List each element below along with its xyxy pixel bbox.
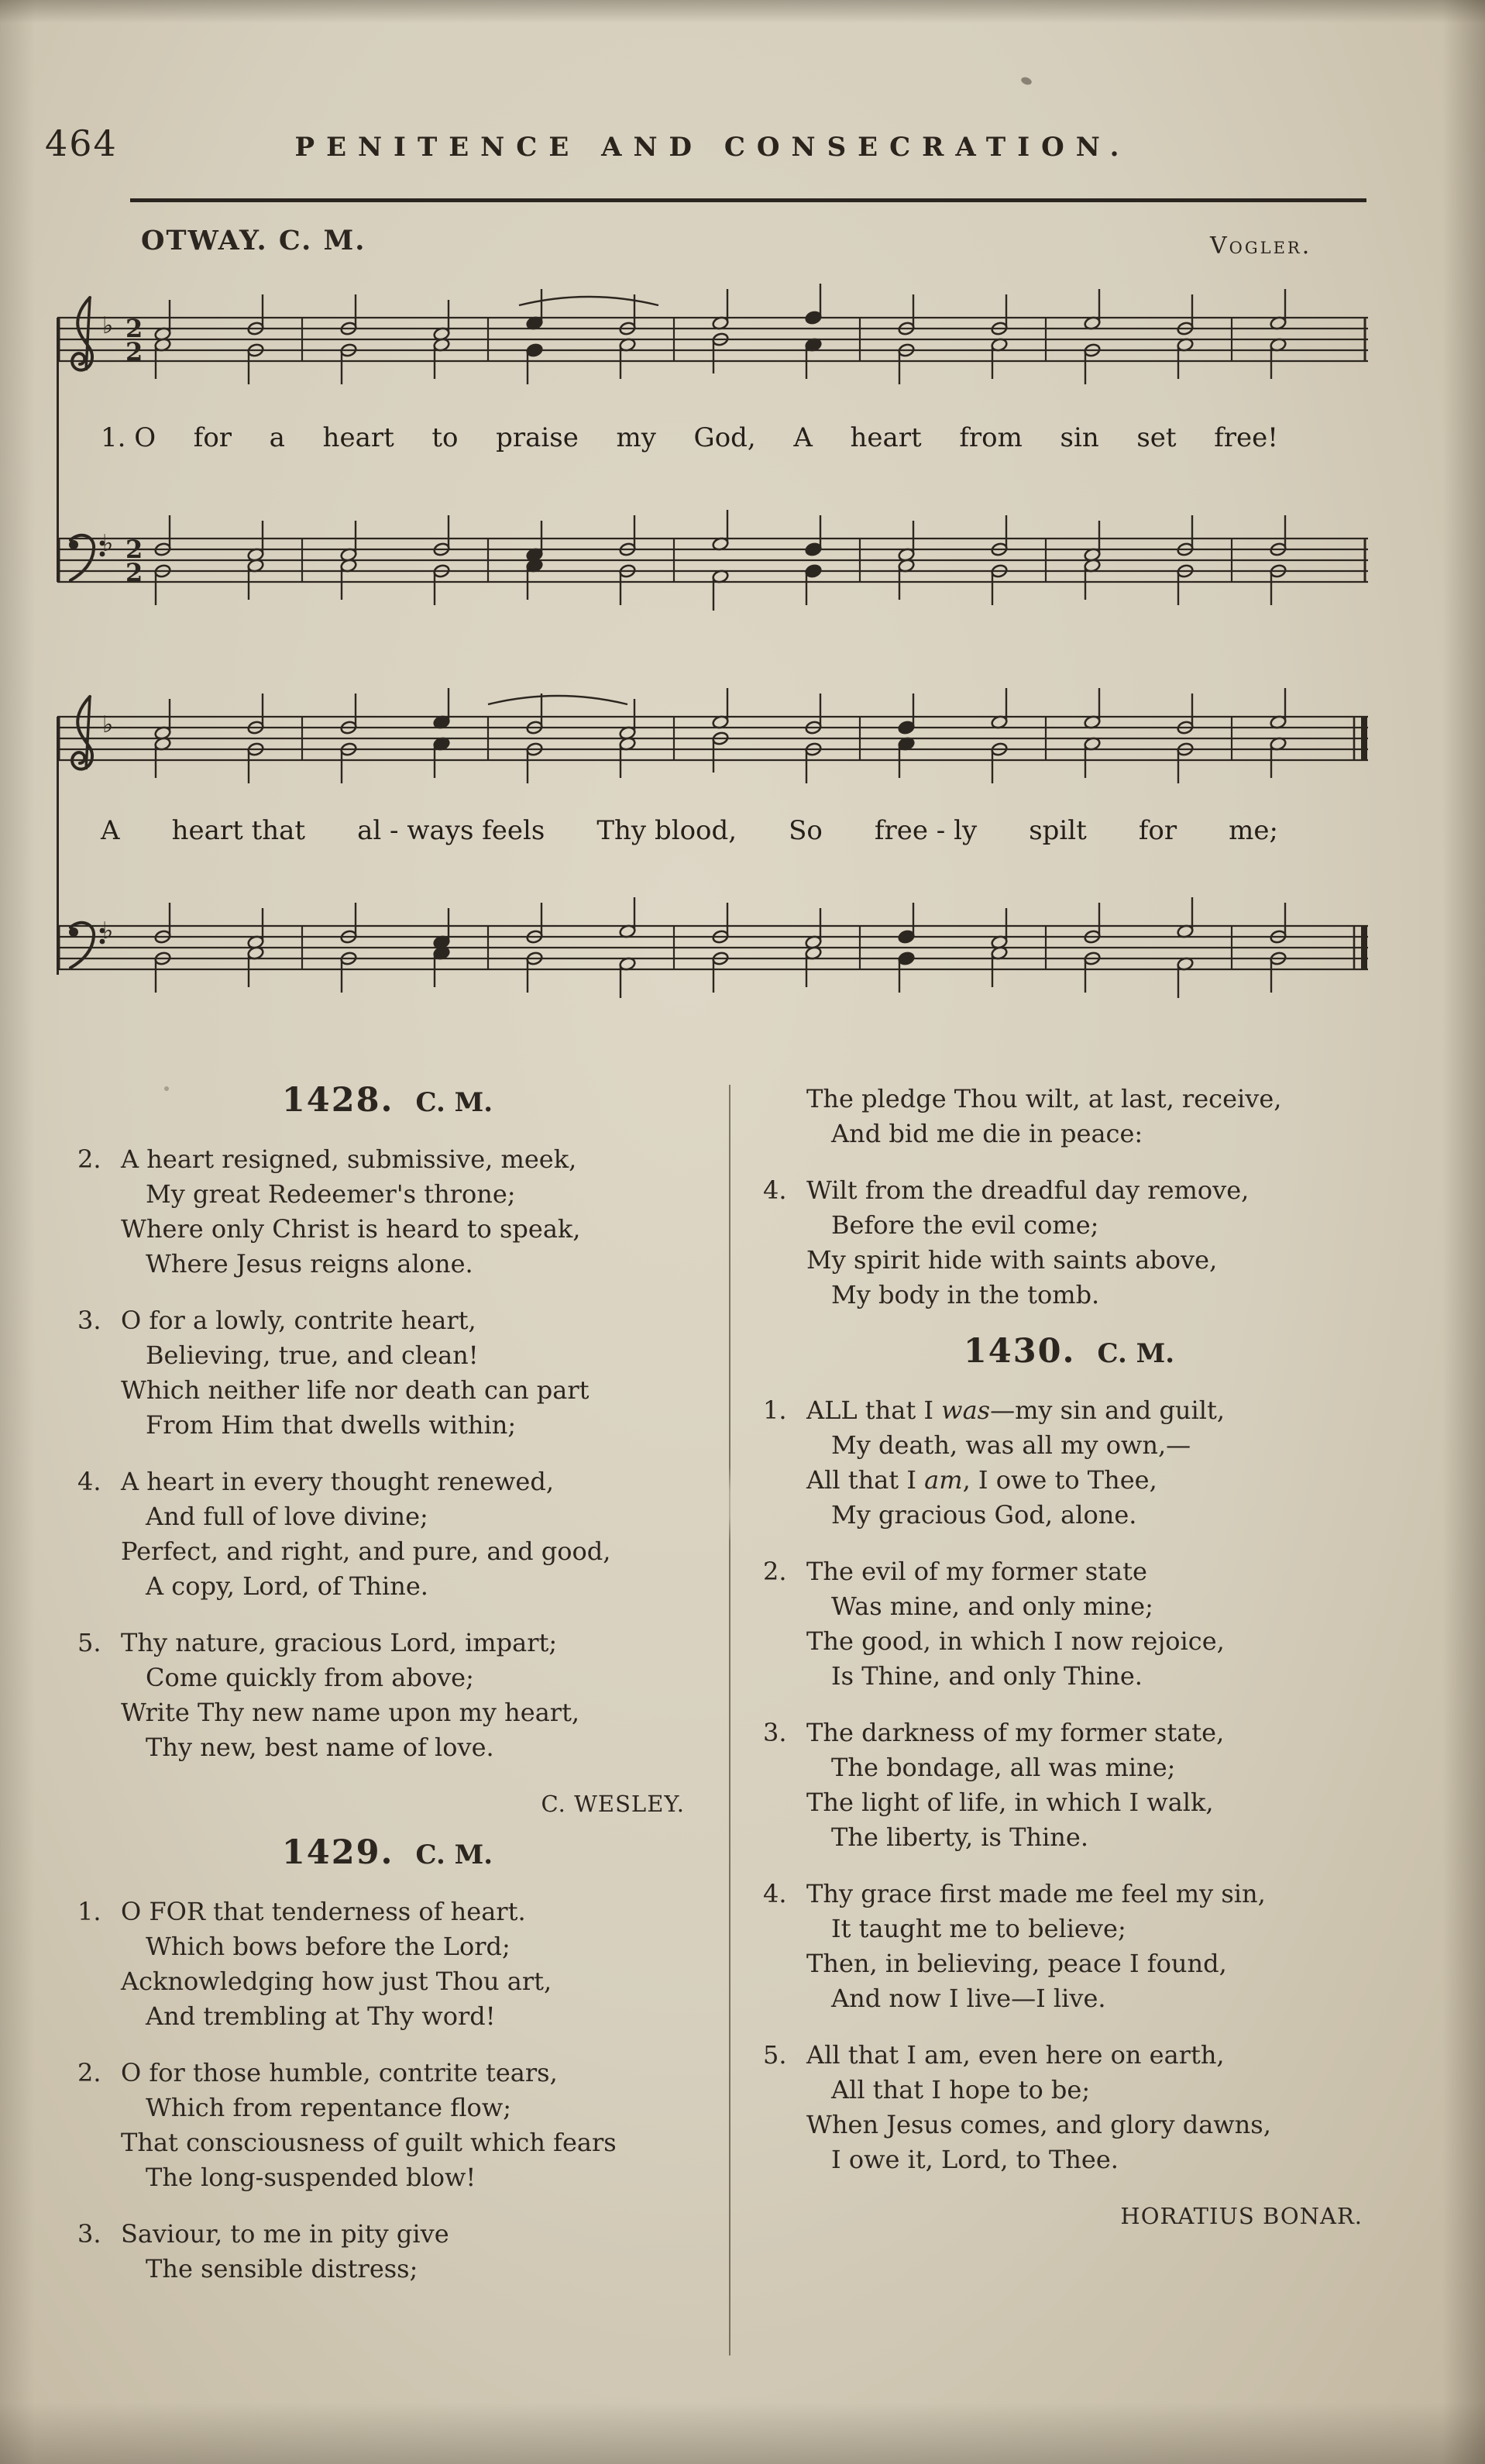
lyric-word: free - ly [874, 815, 978, 846]
verse-line: O FOR that tenderness of heart. [121, 1897, 526, 1926]
verse-lines [806, 1716, 1375, 1855]
hymn-verse [77, 1142, 697, 1282]
verse-number [763, 1082, 806, 1151]
verse-line: From Him that dwells within; [146, 1410, 517, 1440]
verse-line: The long-suspended blow! [146, 2163, 476, 2192]
verse-line: Before the evil come; [831, 1210, 1099, 1240]
hymn-verse [77, 2056, 697, 2195]
lyrics-line-1 [101, 422, 1278, 453]
hymn-number: 1430. [963, 1332, 1076, 1371]
svg-text:♭: ♭ [102, 711, 114, 738]
verse-line: A heart in every thought renewed, [121, 1467, 554, 1496]
verse-line: All that I hope to be; [831, 2075, 1091, 2104]
verse-line: O for those humble, contrite tears, [121, 2058, 558, 2087]
verse-number: 3. [763, 1718, 787, 1747]
verse-line: Where Jesus reigns alone. [146, 1249, 473, 1278]
verse-number: 2. [77, 1144, 101, 1174]
verse-line: O for a lowly, contrite heart, [121, 1306, 476, 1335]
hymn-meter: C. M. [1097, 1338, 1175, 1369]
verse-lines [121, 1626, 697, 1765]
verse-number: 3. [77, 2219, 101, 2249]
svg-text:2: 2 [125, 314, 143, 343]
hymn-verse [77, 1894, 697, 2034]
svg-text:♭: ♭ [102, 312, 114, 339]
header-rule [130, 198, 1366, 202]
svg-text:2: 2 [125, 558, 143, 587]
lyric-word: from [959, 422, 1023, 453]
verse-line: The pledge Thou wilt, at last, receive, [806, 1084, 1282, 1113]
svg-text:2: 2 [125, 337, 143, 367]
lyric-word: spilt [1029, 815, 1087, 846]
lyric-word: al - ways feels [357, 815, 545, 846]
verse-line: ALL that I was—my sin and guilt, [806, 1395, 1225, 1425]
verse-line: Is Thine, and only Thine. [831, 1661, 1143, 1691]
lyric-word: me; [1229, 815, 1278, 846]
hymn-column-right [763, 1077, 1375, 2245]
verse-number: 4. [77, 1467, 101, 1496]
verse-line: Then, in believing, peace I found, [806, 1949, 1227, 1978]
lyric-word: set [1136, 422, 1177, 453]
lyric-word: A [793, 422, 813, 453]
svg-text:♭: ♭ [102, 530, 114, 557]
verse-line: Wilt from the dreadful day remove, [806, 1175, 1250, 1205]
hymn-heading [77, 1833, 697, 1873]
verse-number: 2. [77, 2058, 101, 2087]
composer-credit: Vogler. [1210, 232, 1312, 260]
verse-number: 5. [763, 2040, 787, 2070]
verse-line: Which from repentance flow; [146, 2093, 511, 2122]
hymn-heading [763, 1334, 1375, 1371]
verse-lines [806, 1173, 1375, 1313]
verse-number: 5. [77, 1628, 101, 1657]
verse-line: My death, was all my own,— [831, 1430, 1191, 1460]
tune-name: OTWAY. C. M. [141, 225, 366, 256]
verse-number: 1. [77, 1897, 101, 1926]
running-header: PENITENCE AND CONSECRATION. [294, 132, 1131, 163]
verse-line: Saviour, to me in pity give [121, 2219, 449, 2249]
svg-text:♭: ♭ [102, 917, 114, 945]
lyric-word: A [101, 815, 120, 846]
verse-number: 2. [763, 1557, 787, 1586]
hymn-verse [763, 2038, 1375, 2177]
verse-number: 3. [77, 1306, 101, 1335]
verse-number: 4. [763, 1879, 787, 1908]
verse-line: All that I am, even here on earth, [806, 2040, 1225, 2070]
verse-line: Which neither life nor death can part [121, 1375, 590, 1405]
verse-lines [121, 1464, 697, 1604]
hymn-meter: C. M. [415, 1087, 493, 1118]
treble-staff-system-1 [54, 279, 1371, 411]
lyric-word: So [789, 815, 823, 846]
verse-line: Acknowledging how just Thou art, [121, 1967, 552, 1996]
lyric-word: God, [693, 422, 756, 453]
verse-line: And bid me die in peace: [831, 1119, 1143, 1148]
verse-line: Believing, true, and clean! [146, 1340, 479, 1370]
verse-line: The light of life, in which I walk, [806, 1788, 1214, 1817]
verse-line: Perfect, and right, and pure, and good, [121, 1537, 611, 1566]
verse-line: My spirit hide with saints above, [806, 1245, 1218, 1275]
svg-text:2: 2 [125, 535, 143, 564]
verse-lines [121, 1142, 697, 1282]
author-credit: C. WESLEY. [541, 1791, 685, 1817]
lyric-word: 1. O [101, 422, 156, 453]
verse-line: And now I live—I live. [831, 1984, 1106, 2013]
verse-line: My gracious God, alone. [831, 1500, 1137, 1530]
lyric-word: Thy blood, [596, 815, 737, 846]
verse-line: Was mine, and only mine; [831, 1592, 1153, 1621]
lyric-word: praise [496, 422, 579, 453]
lyrics-line-2 [101, 815, 1278, 846]
verse-line: Which bows before the Lord; [146, 1932, 510, 1961]
verse-lines [121, 1894, 697, 2034]
hymn-meter: C. M. [415, 1839, 493, 1870]
hymn-verse [77, 1464, 697, 1604]
column-divider [729, 1085, 730, 2356]
verse-number: 1. [763, 1395, 787, 1425]
verse-line: My great Redeemer's throne; [146, 1179, 516, 1209]
verse-line: All that I am, I owe to Thee, [806, 1465, 1157, 1495]
verse-lines [806, 1554, 1375, 1694]
verse-number: 4. [763, 1175, 787, 1205]
hymn-verse [763, 1173, 1375, 1313]
verse-line: My body in the tomb. [831, 1280, 1100, 1309]
verse-line: The liberty, is Thine. [831, 1822, 1089, 1852]
lyric-word: heart that [171, 815, 306, 846]
verse-line: I owe it, Lord, to Thee. [831, 2145, 1119, 2174]
lyric-word: heart [322, 422, 394, 453]
verse-lines [806, 2038, 1375, 2177]
treble-staff-system-2 [54, 678, 1371, 810]
verse-lines [806, 1082, 1375, 1151]
lyric-word: to [431, 422, 459, 453]
verse-line: Thy grace first made me feel my sin, [806, 1879, 1266, 1908]
verse-line: The sensible distress; [146, 2254, 418, 2283]
hymn-verse [77, 2217, 697, 2287]
verse-lines [121, 2217, 697, 2287]
hymn-verse [77, 1303, 697, 1443]
hymn-heading [77, 1083, 697, 1120]
scan-artifact-speck [1020, 76, 1033, 86]
verse-line: And trembling at Thy word! [146, 2001, 496, 2031]
hymn-number: 1428. [281, 1081, 394, 1120]
hymn-verse [763, 1082, 1375, 1151]
hymn-column-left [77, 1077, 697, 2308]
lyric-word: my [616, 422, 656, 453]
lyric-word: heart [850, 422, 922, 453]
verse-line: When Jesus comes, and glory dawns, [806, 2110, 1271, 2139]
verse-line: The bondage, all was mine; [831, 1753, 1176, 1782]
verse-line: A heart resigned, submissive, meek, [121, 1144, 577, 1174]
verse-line: The good, in which I now rejoice, [806, 1626, 1225, 1656]
verse-line: The evil of my former state [806, 1557, 1147, 1586]
bass-staff-system-2 [54, 887, 1371, 1019]
author-credit: HORATIUS BONAR. [1120, 2203, 1363, 2229]
lyric-word: for [1138, 815, 1177, 846]
verse-lines [806, 1877, 1375, 2016]
hymn-verse [77, 1626, 697, 1765]
hymn-verse [763, 1554, 1375, 1694]
verse-line: And full of love divine; [146, 1502, 428, 1531]
lyric-word: for [193, 422, 232, 453]
hymn-verse [763, 1877, 1375, 2016]
page-number: 464 [45, 122, 118, 164]
verse-line: It taught me to believe; [831, 1914, 1126, 1943]
hymn-verse [763, 1716, 1375, 1855]
verse-line: Come quickly from above; [146, 1663, 474, 1692]
verse-line: A copy, Lord, of Thine. [146, 1571, 428, 1601]
lyric-word: free! [1214, 422, 1278, 453]
verse-line: That consciousness of guilt which fears [121, 2128, 617, 2157]
verse-line: Write Thy new name upon my heart, [121, 1698, 580, 1727]
verse-line: Thy nature, gracious Lord, impart; [121, 1628, 558, 1657]
hymn-number: 1429. [281, 1833, 394, 1872]
lyric-word: sin [1060, 422, 1099, 453]
bass-staff-system-1 [54, 500, 1371, 631]
verse-lines [121, 1303, 697, 1443]
verse-lines [806, 1393, 1375, 1533]
verse-line: Where only Christ is heard to speak, [121, 1214, 581, 1244]
verse-line: The darkness of my former state, [806, 1718, 1225, 1747]
verse-lines [121, 2056, 697, 2195]
verse-line: Thy new, best name of love. [146, 1733, 494, 1762]
lyric-word: a [269, 422, 285, 453]
hymn-verse [763, 1393, 1375, 1533]
